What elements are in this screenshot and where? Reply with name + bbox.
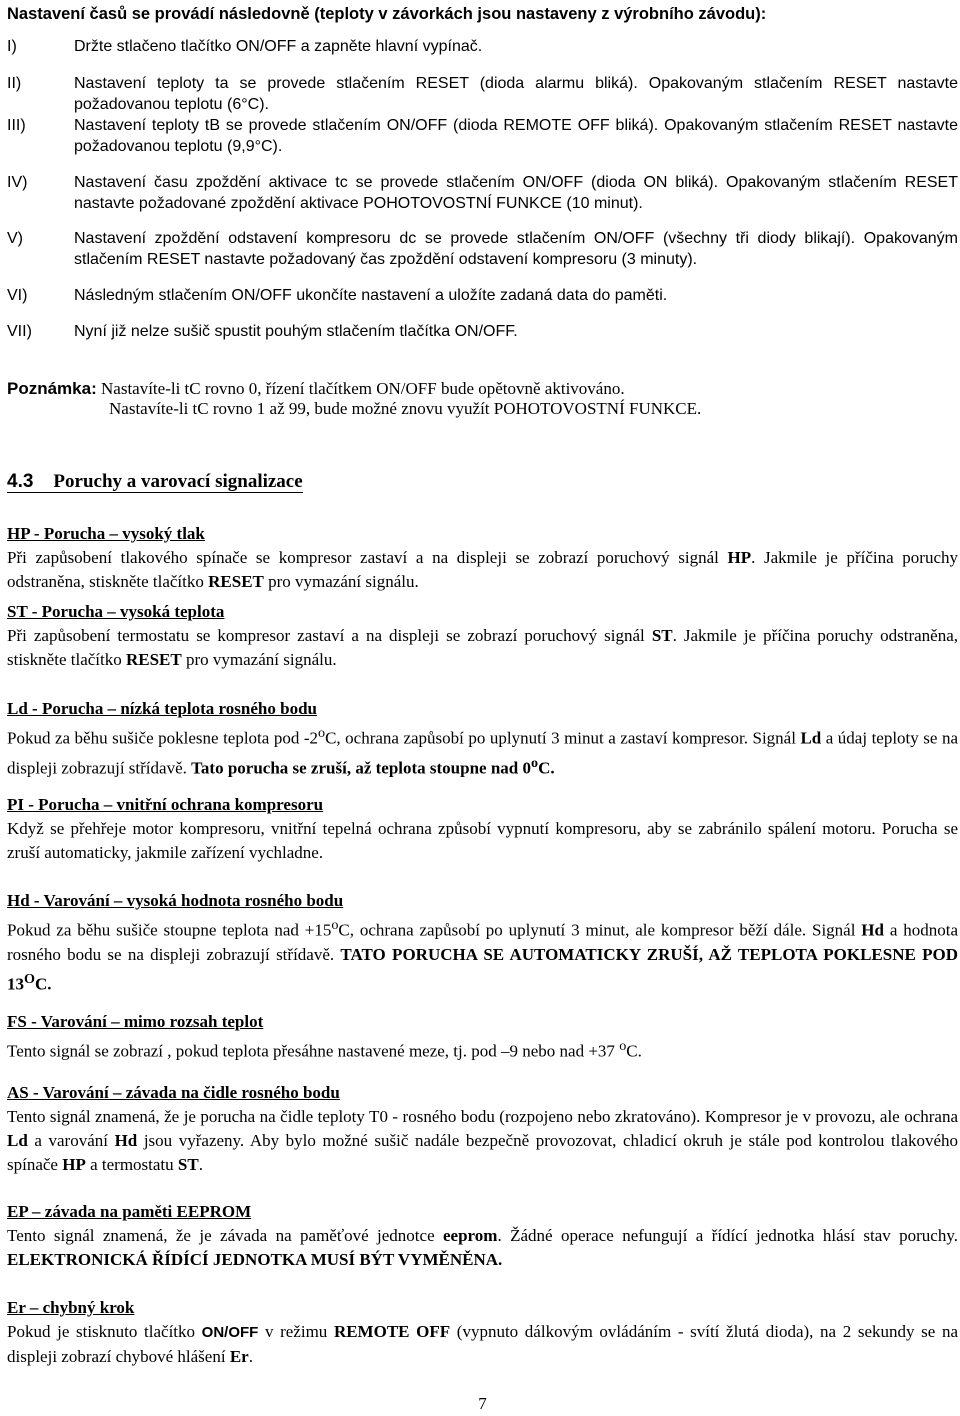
step-item <box>7 321 958 342</box>
step-text: Nastavení času zpoždění aktivace tc se provede stlačením ON/OFF (dioda ON bliká). Opakovaným stlačením RESET nastavte požadované zpoždění aktivace POHOTOVOSTNÍ FUNKCE (10 minut). <box>74 174 958 212</box>
fault-er <box>7 1296 958 1369</box>
fault-title: ST - Porucha – vysoká teplota <box>7 602 225 621</box>
fault-ep <box>7 1200 958 1272</box>
fault-text: Pokud je stisknuto tlačítko ON/OFF v režimu REMOTE OFF (vypnuto dálkovým ovládáním - svítí žlutá dioda), na 2 sekundy se na displeji zobrazí chybové hlášení Er. <box>7 1322 958 1366</box>
note-line-2 <box>7 398 958 420</box>
step-number: VI) <box>7 287 28 304</box>
note-label: Poznámka: <box>7 379 97 398</box>
fault-ld <box>7 697 958 780</box>
page-number: 7 <box>478 1394 487 1413</box>
step-number: I) <box>7 38 17 55</box>
note-text-1: Nastavíte-li tC rovno 0, řízení tlačítkem ON/OFF bude opětovně aktivováno. <box>101 379 625 398</box>
fault-st <box>7 600 958 672</box>
fault-fs <box>7 1010 958 1064</box>
step-item <box>7 115 958 157</box>
note-text-2: Nastavíte-li tC rovno 1 až 99, bude možné znovu využít POHOTOVOSTNÍ FUNKCE. <box>109 399 702 418</box>
fault-text: Pokud za běhu sušiče stoupne teplota nad $+15^oC$, ochrana zapůsobí po uplynutí 3 minut, ale kompresor běží dále. Signál Hd a hodnota rosného bodu se na displeji zobrazují střídavě. TATO PORUCHA SE AUTOMATICKY ZRUŠÍ, AŽ TEPLOTA POKLESNE POD $13^OC$. <box>7 917 958 994</box>
fault-text: Tento signál znamená, že je porucha na čidle teploty T0 - rosného bodu (rozpojeno nebo zkratováno). Kompresor je v provozu, ale ochrana Ld a varování Hd jsou vyřazeny. Aby bylo možné sušič nadále bezpečně provozovat, chladicí okruh je stále pod kontrolou tlakového spínače HP a termostatu ST. <box>7 1107 958 1174</box>
fault-hp <box>7 522 958 594</box>
fault-title: FS - Varování – mimo rozsah teplot <box>7 1012 264 1031</box>
fault-title: PI - Porucha – vnitřní ochrana kompresoru <box>7 795 324 814</box>
step-item <box>7 228 958 270</box>
step-number: III) <box>7 117 26 134</box>
note-line-1 <box>7 378 958 400</box>
fault-title: EP – závada na paměti EEPROM <box>7 1202 252 1221</box>
fault-hd <box>7 889 958 996</box>
section-heading <box>7 470 303 494</box>
step-text: Nastavení zpoždění odstavení kompresoru dc se provede stlačením ON/OFF (všechny tři diody blikají). Opakovaným stlačením RESET nastavte požadovaný čas zpoždění odstavení kompresoru (3 minuty). <box>74 230 958 268</box>
fault-title: Ld - Porucha – nízká teplota rosného bodu <box>7 699 317 718</box>
section-title: Poruchy a varovací signalizace <box>53 471 303 492</box>
step-item <box>7 172 958 214</box>
fault-title: Er – chybný krok <box>7 1298 135 1317</box>
section-number: 4.3 <box>7 471 34 492</box>
step-text: Držte stlačeno tlačítko ON/OFF a zapněte hlavní vypínač. <box>74 38 483 55</box>
fault-as <box>7 1081 958 1177</box>
fault-pi <box>7 793 958 865</box>
step-text: Následným stlačením ON/OFF ukončíte nastavení a uložíte zadaná data do paměti. <box>74 287 668 304</box>
step-item <box>7 285 958 306</box>
fault-title: AS - Varování – závada na čidle rosného bodu <box>7 1083 340 1102</box>
fault-text: Když se přehřeje motor kompresoru, vnitřní tepelná ochrana způsobí vypnutí kompresoru, aby se zabránilo spálení motoru. Porucha se zruší automaticky, jakmile zařízení vychladne. <box>7 819 958 862</box>
step-item <box>7 36 958 57</box>
section-underline <box>7 492 303 493</box>
step-text: Nastavení teploty tB se provede stlačením ON/OFF (dioda REMOTE OFF bliká). Opakovaným stlačením RESET nastavte požadovanou teplotu (9,9°C). <box>74 117 958 155</box>
step-number: V) <box>7 230 23 247</box>
fault-text: Pokud za běhu sušiče poklesne teplota pod -2$^o$C, ochrana zapůsobí po uplynutí 3 minut a zastaví kompresor. Signál Ld a údaj teploty se na displeji zobrazují střídavě. Tato porucha se zruší, až teplota stoupne nad 0$^o$C. <box>7 725 958 778</box>
step-item <box>7 73 958 115</box>
fault-text: Tento signál znamená, že je závada na paměťové jednotce eeprom. Žádné operace nefungují a řídící jednotka hlásí stav poruchy. ELEKTRONICKÁ ŘÍDÍCÍ JEDNOTKA MUSÍ BÝT VYMĚNĚNA. <box>7 1226 958 1269</box>
step-number: IV) <box>7 174 28 191</box>
fault-text: Při zapůsobení tlakového spínače se kompresor zastaví a na displeji se zobrazí poruchový signál HP. Jakmile je příčina poruchy odstraněna, stiskněte tlačítko RESET pro vymazání signálu. <box>7 548 958 591</box>
step-number: VII) <box>7 323 32 340</box>
fault-title: Hd - Varování – vysoká hodnota rosného bodu <box>7 891 344 910</box>
intro-heading: Nastavení časů se provádí následovně (teploty v závorkách jsou nastaveny z výrobního závodu): <box>7 5 767 23</box>
fault-title: HP - Porucha – vysoký tlak <box>7 524 205 543</box>
fault-text: Tento signál se zobrazí , pokud teplota přesáhne nastavené meze, tj. pod –9 nebo nad +37 $^o$C. <box>7 1038 642 1061</box>
step-text: Nyní již nelze sušič spustit pouhým stlačením tlačítka ON/OFF. <box>74 323 518 340</box>
fault-text: Při zapůsobení termostatu se kompresor zastaví a na displeji se zobrazí poruchový signál ST. Jakmile je příčina poruchy odstraněna, stiskněte tlačítko RESET pro vymazání signálu. <box>7 626 958 669</box>
step-text: Nastavení teploty ta se provede stlačením RESET (dioda alarmu bliká). Opakovaným stlačením RESET nastavte požadovanou teplotu (6°C). <box>74 75 958 113</box>
step-number: II) <box>7 75 22 92</box>
